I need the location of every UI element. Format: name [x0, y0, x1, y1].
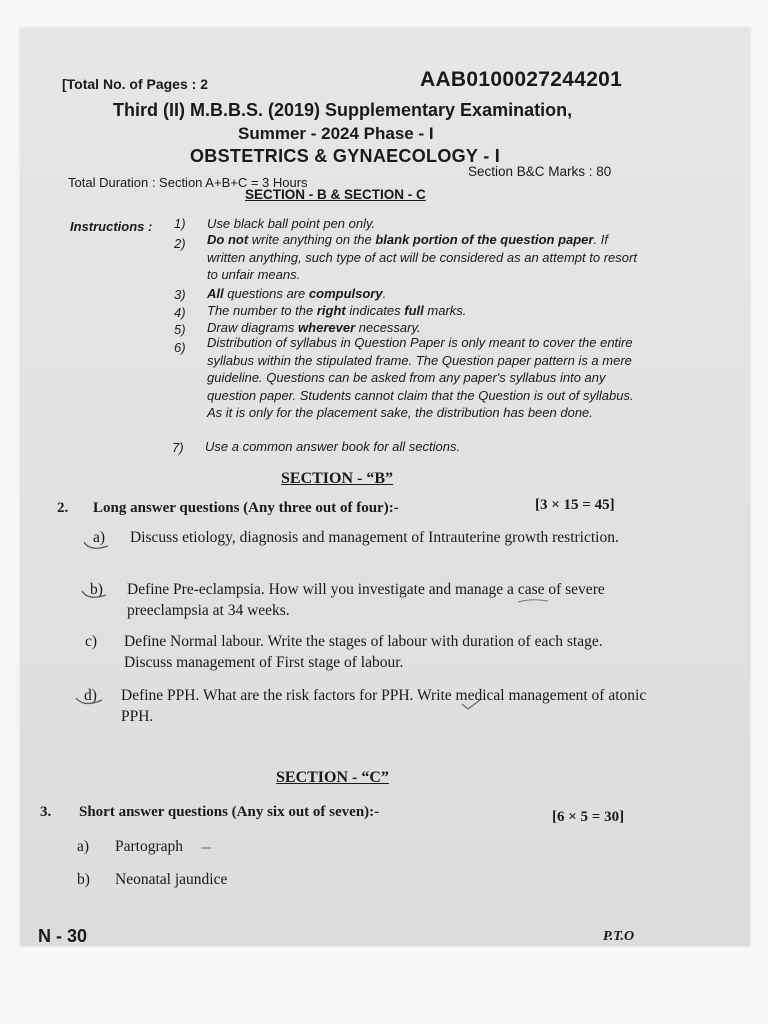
instruction-number: 7)	[172, 440, 184, 455]
sub-question-label: b)	[77, 871, 90, 888]
instruction-number: 4)	[174, 305, 186, 320]
instruction-item: Distribution of syllabus in Question Paper is only meant to cover the entire syllabus within the stipulated frame. The Question paper pattern is a mere guideline. Questions can be asked from any paper's syllabus into any question paper. Students cannot claim that the Question is out of syllabus. As it is only for the placement sake, the distribution has been done.	[207, 335, 634, 420]
sub-question-label: b)	[90, 581, 103, 598]
pencil-tick-icon	[460, 698, 482, 712]
subject-title: OBSTETRICS & GYNAECOLOGY - I	[190, 146, 501, 166]
instruction-number: 3)	[174, 287, 186, 302]
instruction-number: 6)	[174, 340, 186, 355]
instruction-number: 1)	[174, 216, 186, 231]
pencil-tick-icon	[74, 692, 106, 710]
pencil-tick-icon	[80, 586, 110, 604]
instruction-item: The number to the right indicates full marks.	[207, 303, 467, 318]
total-marks: Section B&C Marks : 80	[468, 164, 612, 179]
total-duration: Total Duration : Section A+B+C = 3 Hours	[68, 175, 308, 190]
sub-question-label: a)	[77, 838, 90, 855]
sub-question-text: Discuss etiology, diagnosis and management of Intrauterine growth restriction.	[130, 529, 619, 546]
sub-question-text: Define PPH. What are the risk factors for PPH. Write medical management of atonic PPH.	[121, 687, 647, 725]
total-pages: [Total No. of Pages : 2	[62, 76, 208, 92]
instruction-item: Use black ball point pen only.	[207, 216, 376, 231]
pencil-underline-icon	[516, 596, 550, 606]
instruction-item: Do not write anything on the blank portion of the question paper. If written anything, such type of act will be considered as an attempt to resort to unfair means.	[207, 232, 637, 282]
question-marks: [6 × 5 = 30]	[552, 809, 625, 825]
question-heading: Short answer questions (Any six out of seven):-	[79, 804, 380, 820]
footer-code: N - 30	[38, 926, 88, 946]
paper-code: AAB0100027244201	[420, 68, 623, 91]
instructions-label: Instructions :	[70, 219, 153, 234]
question-heading: Long answer questions (Any three out of four):-	[93, 500, 399, 516]
section-b-title: SECTION - “B”	[281, 470, 394, 487]
sections-heading: SECTION - B & SECTION - C	[245, 187, 426, 202]
footer-pto: P.T.O	[603, 929, 635, 944]
section-c-title: SECTION - “C”	[276, 769, 389, 786]
sub-question-label: c)	[85, 633, 98, 650]
instruction-item: Use a common answer book for all sections.	[205, 439, 461, 454]
sub-question-label: a)	[93, 529, 106, 546]
exam-session: Summer - 2024 Phase - I	[238, 124, 434, 143]
question-marks: [3 × 15 = 45]	[535, 497, 615, 513]
pencil-dash-icon	[200, 845, 212, 851]
exam-title: Third (II) M.B.B.S. (2019) Supplementary Examination,	[113, 100, 573, 120]
instruction-number: 5)	[174, 322, 186, 337]
question-number: 3.	[40, 804, 52, 820]
sub-question-label: d)	[84, 687, 97, 704]
sub-question-text: Partograph	[115, 838, 184, 855]
instruction-item: Draw diagrams wherever necessary.	[207, 320, 421, 335]
pencil-tick-icon	[82, 536, 112, 554]
sub-question-text: Define Pre-eclampsia. How will you investigate and manage a case of severe preeclampsia at 34 weeks.	[127, 581, 605, 619]
instruction-item: All questions are compulsory.	[207, 286, 387, 301]
instruction-number: 2)	[174, 236, 186, 251]
sub-question-text: Define Normal labour. Write the stages of labour with duration of each stage. Discuss management of First stage of labour.	[124, 633, 603, 671]
sub-question-text: Neonatal jaundice	[115, 871, 228, 888]
question-number: 2.	[57, 500, 69, 516]
